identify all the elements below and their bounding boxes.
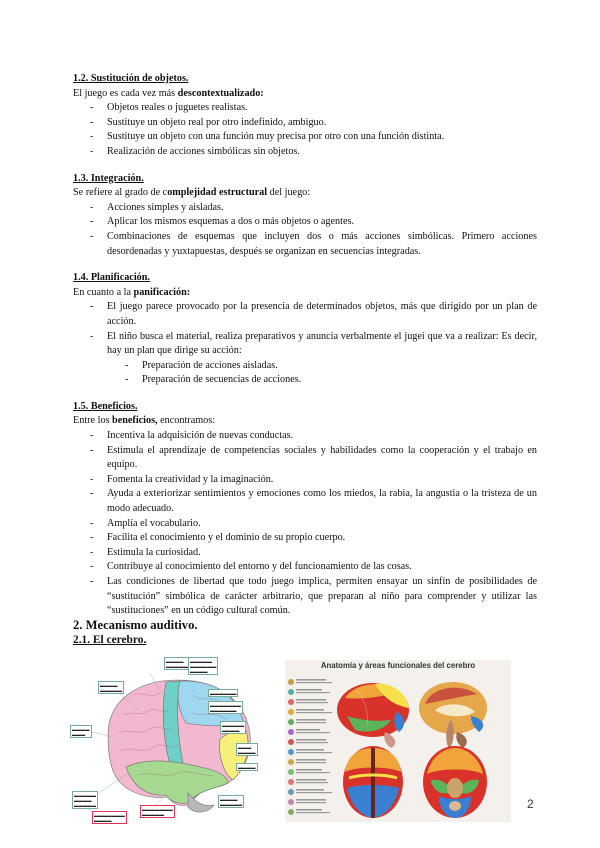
brain-label: ▬▬▬▬ ▬▬▬▬▬ — [100, 682, 122, 693]
brain-label: ▬▬▬▬▬▬▬ ▬▬▬▬▬▬ — [210, 702, 241, 713]
section-1-2-heading: 1.2. Sustitución de objetos. — [73, 73, 189, 84]
sub-list-item: - Preparación de secuencias de acciones. — [142, 373, 537, 388]
section-1-3-intro: Se refiere al grado de complejidad estructural del juego: — [73, 187, 311, 199]
list-item: - Estimula la curiosidad. — [107, 546, 537, 561]
brain-anatomy-poster — [285, 660, 511, 822]
list-item: - Fomenta la creatividad y la imaginación. — [107, 473, 537, 488]
brain-label: ▬▬▬ ▬▬▬▬ — [238, 744, 256, 755]
brain-label: ▬▬▬▬ ▬▬▬ — [72, 726, 90, 737]
brain-label: ▬▬▬▬▬ ▬▬▬▬▬▬ ▬▬▬▬ — [190, 658, 217, 674]
list-item: - El niño busca el material, realiza preparativos y anuncia verbalmente el jugei que va a realizar: Es decir, hay un plan que dirige su acción: - Preparación de acciones aisladas. - Preparación de secuencias de acciones. — [107, 330, 537, 388]
section-1-4-heading: 1.4. Planificación. — [73, 272, 150, 284]
brain-label: ▬▬▬▬ — [238, 764, 256, 770]
section-1-4-intro: En cuanto a la panificación: — [73, 286, 191, 298]
brain-label: ▬▬▬▬▬ ▬▬▬▬ ▬▬▬▬▬ — [74, 792, 96, 808]
brain-label: ▬▬▬▬▬▬ — [210, 690, 237, 696]
list-item: - El juego parece provocado por la presencia de determinados objetos, más que dirigido por un plan de acción. — [107, 300, 537, 329]
poster-title: Anatomía y áreas funcionales del cerebro — [320, 661, 476, 670]
list-item: - Objetos reales o juguetes realistas. — [107, 101, 537, 116]
page-number: 2 — [527, 797, 534, 811]
sub-list-item: - Preparación de acciones aisladas. — [142, 359, 537, 374]
list-item: - Contribuye al conocimiento del entorno y del funcionamiento de las cosas. — [107, 560, 537, 575]
list-item: - Aplicar los mismos esquemas a dos o más objetos o agentes. — [107, 215, 537, 230]
brain-label: ▬▬▬▬▬▬▬ ▬▬▬▬▬ — [142, 806, 173, 817]
section-1-5-intro: Entre los beneficios, encontramos: — [73, 415, 216, 427]
brain-label: ▬▬▬▬ ▬▬▬▬▬ — [220, 796, 242, 807]
brain-label: ▬▬▬▬▬▬▬ ▬▬▬▬ — [94, 812, 125, 823]
brain-label: ▬▬▬▬▬ ▬▬▬▬ — [222, 722, 244, 733]
document-body — [73, 72, 537, 619]
section-1-4-list — [73, 300, 537, 388]
list-item: - Ayuda a exteriorizar sentimientos y emociones como los miedos, la rabia, la angustia o la tristeza de un modo adecuado. — [107, 487, 537, 516]
list-item: - Realización de acciones simbólicas sin objetos. — [107, 145, 537, 160]
section-2-1-heading: 2.1. El cerebro. — [73, 634, 147, 646]
list-item: - Facilita el conocimiento y el dominio de su propio cuerpo. — [107, 531, 537, 546]
section-2-heading: 2. Mecanismo auditivo. — [73, 618, 198, 632]
section-1-2-intro: El juego es cada vez más descontextualizado: — [73, 87, 264, 99]
list-item: - Combinaciones de esquemas que incluyen dos o más acciones simbólicas. Primero acciones desordenadas y yuxtapuestas, después se organizan en secuencias integradas. — [107, 230, 537, 259]
list-item: - Estimula el aprendizaje de competencias sociales y habilidades como la cooperación y el trabajo en equipo. — [107, 444, 537, 473]
list-item: - Incentiva la adquisición de nuevas conductas. — [107, 429, 537, 444]
brain-anatomy-illustration — [285, 660, 511, 822]
section-1-4-sublist — [107, 359, 537, 388]
list-item: - Acciones simples y aisladas. — [107, 201, 537, 216]
list-item: - Amplía el vocabulario. — [107, 517, 537, 532]
list-item: - Sustituye un objeto con una función muy precisa por otro con una función distinta. — [107, 130, 537, 145]
section-1-2-list — [73, 101, 537, 159]
superior-view — [343, 746, 403, 818]
section-1-5-list — [73, 429, 537, 619]
section-1-3-heading: 1.3. Integración. — [73, 172, 144, 184]
section-1-3-list — [73, 201, 537, 259]
brain-lateral-figure — [68, 655, 264, 825]
list-item: - Sustituye un objeto real por otro indefinido, ambiguo. — [107, 116, 537, 131]
section-1-5-heading: 1.5. Beneficios. — [73, 400, 138, 412]
inferior-view — [423, 746, 487, 818]
list-item: - Las condiciones de libertad que todo juego implica, permiten ensayar un sinfín de posibilidades de “sustitución” simbólica de carácter arbitrario, que preparan al niño para comprender y utilizar las “sustituciones” en un código cultural común. — [107, 575, 537, 619]
brain-label: ▬▬▬▬ ▬▬▬▬▬ — [166, 658, 188, 669]
